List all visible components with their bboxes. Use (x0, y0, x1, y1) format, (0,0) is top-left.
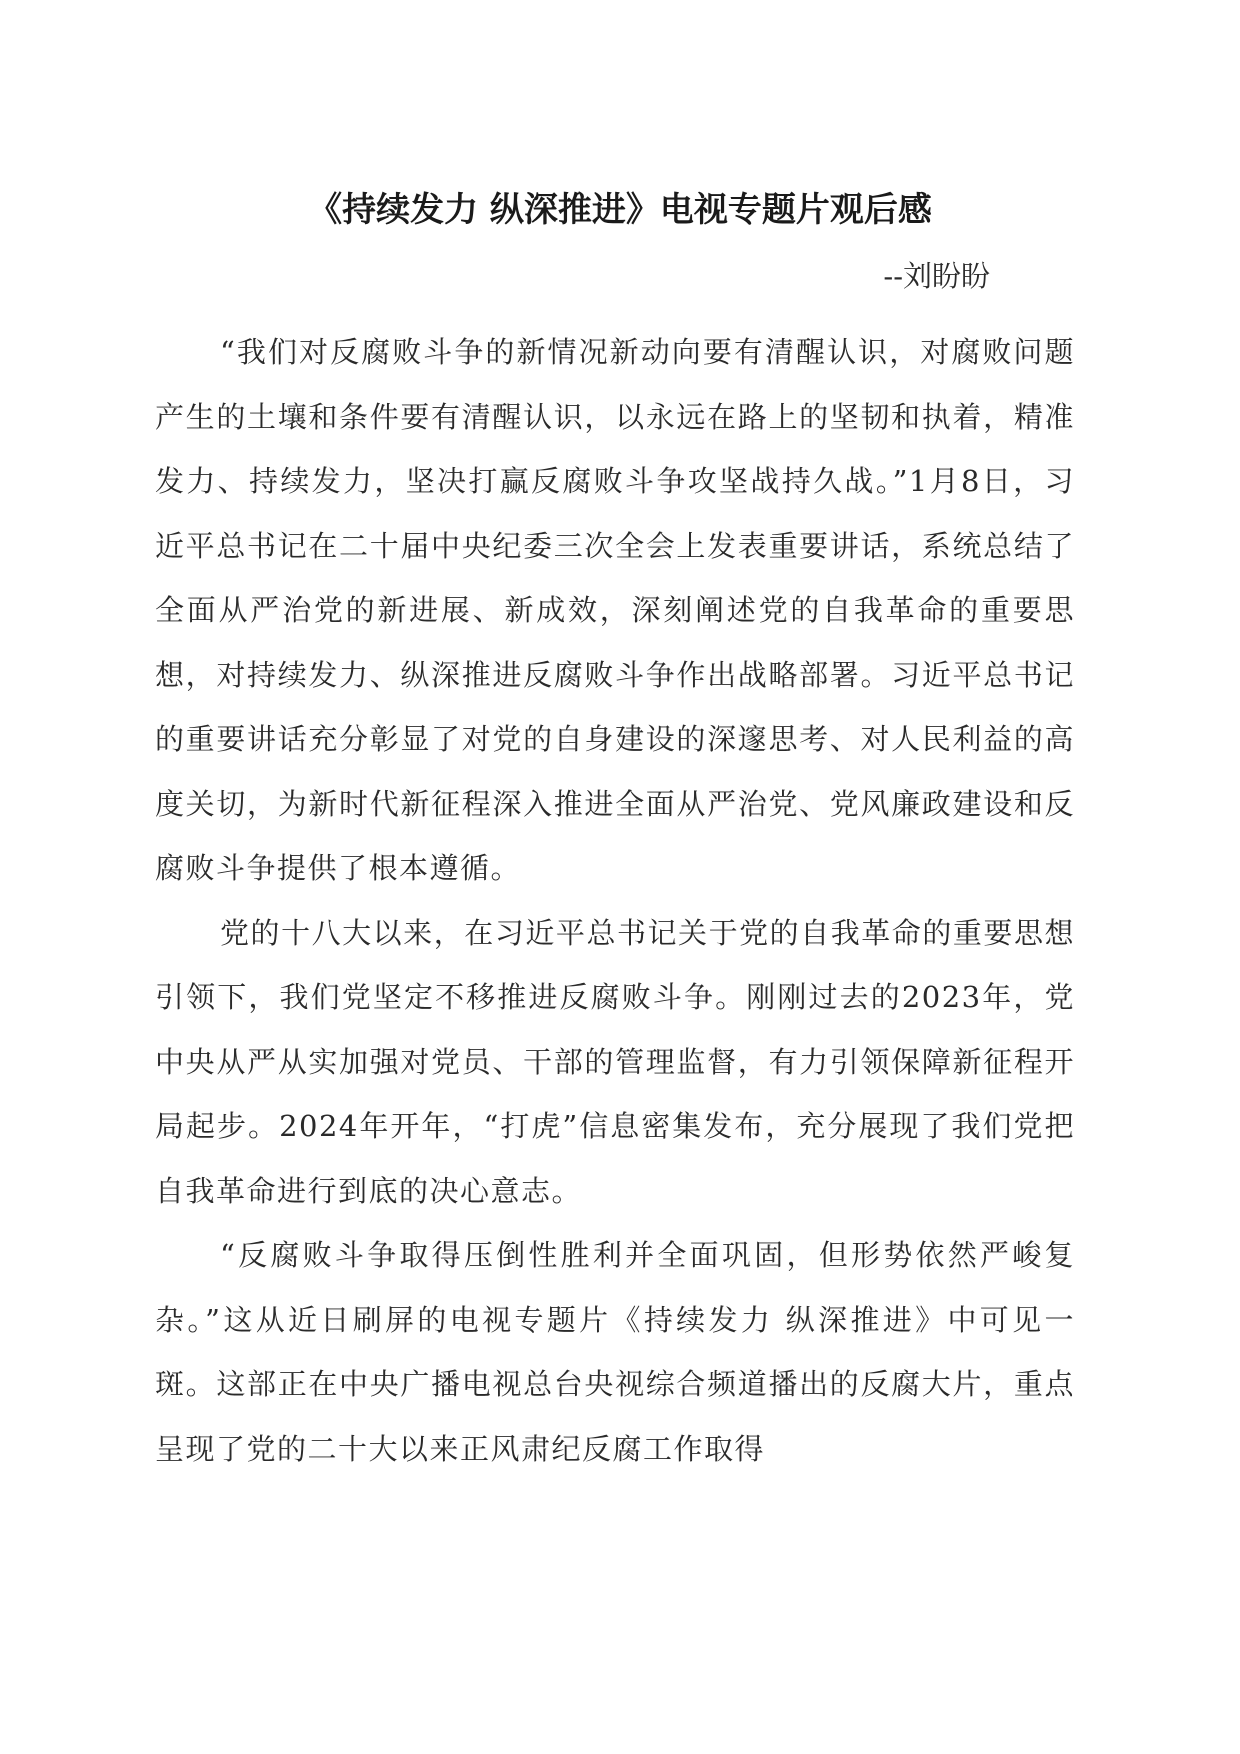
document-author: --刘盼盼 (883, 259, 990, 293)
paragraph-3: “反腐败斗争取得压倒性胜利并全面巩固，但形势依然严峻复杂。”这从近日刷屏的电视专题片《持续发力 纵深推进》中可见一斑。这部正在中央广播电视总台央视综合频道播出的反腐大片，重点呈现了党的二十大以来正风肃纪反腐工作取得 (155, 1238, 1075, 1466)
paragraph-1: “我们对反腐败斗争的新情况新动向要有清醒认识，对腐败问题产生的土壤和条件要有清醒认识，以永远在路上的坚韧和执着，精准发力、持续发力，坚决打赢反腐败斗争攻坚战持久战。”1月8日，习近平总书记在二十届中央纪委三次全会上发表重要讲话，系统总结了全面从严治党的新进展、新成效，深刻阐述党的自我革命的重要思想，对持续发力、纵深推进反腐败斗争作出战略部署。习近平总书记的重要讲话充分彰显了对党的自身建设的深邃思考、对人民利益的高度关切，为新时代新征程深入推进全面从严治党、党风廉政建设和反腐败斗争提供了根本遵循。 (155, 335, 1075, 885)
document-title: 《持续发力 纵深推进》电视专题片观后感 (308, 190, 932, 230)
paragraph-2: 党的十八大以来，在习近平总书记关于党的自我革命的重要思想引领下，我们党坚定不移推进反腐败斗争。刚刚过去的2023年，党中央从严从实加强对党员、干部的管理监督，有力引领保障新征程开局起步。2024年开年，“打虎”信息密集发布，充分展现了我们党把自我革命进行到底的决心意志。 (155, 915, 1075, 1208)
document-body (155, 320, 1075, 1481)
